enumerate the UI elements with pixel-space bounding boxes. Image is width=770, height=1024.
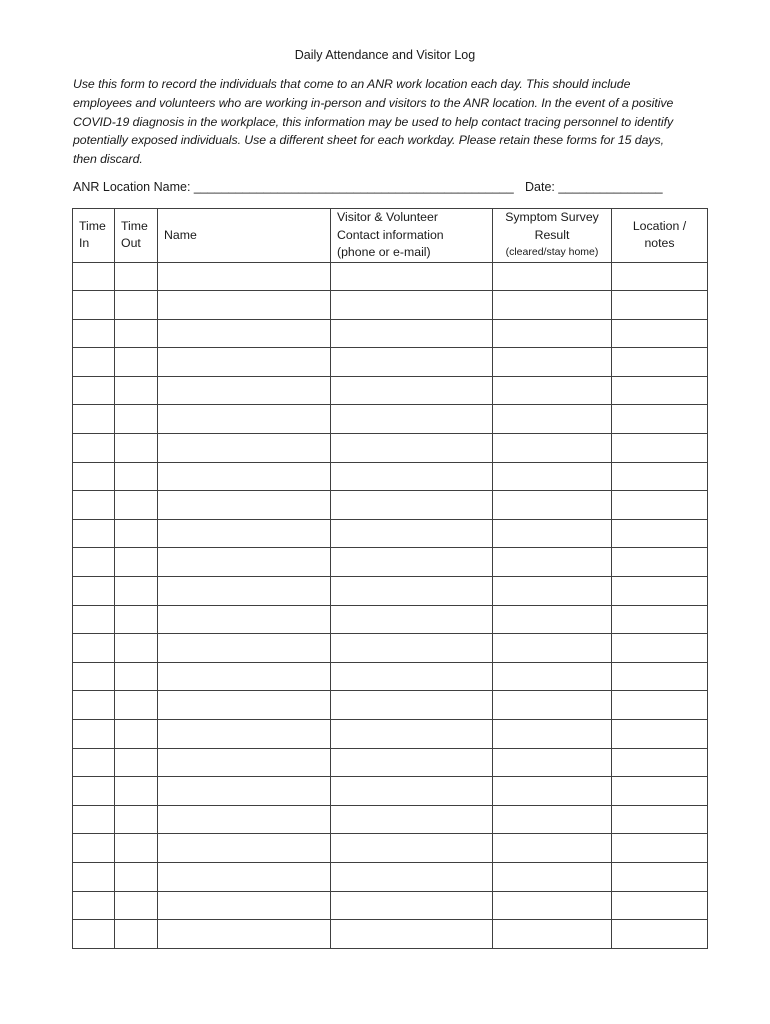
- cell-name[interactable]: [158, 319, 331, 348]
- cell-symptom-result[interactable]: [493, 605, 612, 634]
- cell-location-notes[interactable]: [612, 319, 708, 348]
- table-row: [73, 777, 708, 806]
- cell-location-notes[interactable]: [612, 634, 708, 663]
- table-row: [73, 434, 708, 463]
- cell-symptom-result[interactable]: [493, 777, 612, 806]
- cell-time-out[interactable]: [115, 862, 158, 891]
- table-row: [73, 577, 708, 606]
- cell-contact[interactable]: [331, 805, 493, 834]
- cell-symptom-result[interactable]: [493, 920, 612, 949]
- cell-time-out[interactable]: [115, 519, 158, 548]
- cell-location-notes[interactable]: [612, 491, 708, 520]
- cell-contact[interactable]: [331, 462, 493, 491]
- cell-location-notes[interactable]: [612, 405, 708, 434]
- cell-location-notes[interactable]: [612, 662, 708, 691]
- cell-location-notes[interactable]: [612, 548, 708, 577]
- table-row: [73, 891, 708, 920]
- header-location-notes: Location / notes: [612, 209, 708, 263]
- location-name-field[interactable]: ANR Location Name: ______________________________________________: [73, 180, 514, 194]
- cell-name[interactable]: [158, 491, 331, 520]
- cell-location-notes[interactable]: [612, 691, 708, 720]
- cell-symptom-result[interactable]: [493, 748, 612, 777]
- cell-symptom-result[interactable]: [493, 519, 612, 548]
- cell-time-in[interactable]: [73, 434, 115, 463]
- table-row: [73, 691, 708, 720]
- cell-contact[interactable]: [331, 691, 493, 720]
- cell-location-notes[interactable]: [612, 519, 708, 548]
- cell-location-notes[interactable]: [612, 291, 708, 320]
- cell-location-notes[interactable]: [612, 748, 708, 777]
- attendance-table-body: [73, 262, 708, 948]
- table-row: [73, 834, 708, 863]
- cell-time-out[interactable]: [115, 662, 158, 691]
- cell-contact[interactable]: [331, 634, 493, 663]
- cell-name[interactable]: [158, 577, 331, 606]
- cell-time-in[interactable]: [73, 662, 115, 691]
- cell-time-out[interactable]: [115, 891, 158, 920]
- cell-time-in[interactable]: [73, 605, 115, 634]
- cell-symptom-result[interactable]: [493, 462, 612, 491]
- cell-time-out[interactable]: [115, 319, 158, 348]
- cell-symptom-result[interactable]: [493, 891, 612, 920]
- cell-time-in[interactable]: [73, 634, 115, 663]
- table-row: [73, 376, 708, 405]
- instructions-line: Use this form to record the individuals that come to an ANR work location each day. This should include: [73, 77, 631, 91]
- cell-location-notes[interactable]: [612, 805, 708, 834]
- cell-time-in[interactable]: [73, 548, 115, 577]
- cell-time-in[interactable]: [73, 720, 115, 749]
- table-row: [73, 491, 708, 520]
- table-row: [73, 805, 708, 834]
- attendance-table: [72, 208, 708, 949]
- cell-location-notes[interactable]: [612, 262, 708, 291]
- cell-contact[interactable]: [331, 777, 493, 806]
- table-header-row: [73, 209, 708, 263]
- cell-symptom-result[interactable]: [493, 434, 612, 463]
- cell-contact[interactable]: [331, 720, 493, 749]
- table-row: [73, 291, 708, 320]
- cell-name[interactable]: [158, 376, 331, 405]
- cell-time-in[interactable]: [73, 748, 115, 777]
- instructions-line: COVID-19 diagnosis in the workplace, this information may be used to help contact tracing personnel to identify: [73, 114, 674, 129]
- cell-name[interactable]: [158, 291, 331, 320]
- table-row: [73, 662, 708, 691]
- cell-contact[interactable]: [331, 920, 493, 949]
- cell-symptom-result[interactable]: [493, 548, 612, 577]
- cell-time-out[interactable]: [115, 291, 158, 320]
- table-row: [73, 348, 708, 377]
- cell-contact[interactable]: [331, 748, 493, 777]
- instructions-line: employees and volunteers who are working in-person and visitors to the ANR location. In the event of a positive: [73, 95, 674, 110]
- header-contact-info: Visitor & Volunteer Contact information (phone or e-mail): [331, 209, 493, 263]
- cell-time-out[interactable]: [115, 491, 158, 520]
- cell-symptom-result[interactable]: [493, 405, 612, 434]
- cell-location-notes[interactable]: [612, 920, 708, 949]
- cell-time-in[interactable]: [73, 834, 115, 863]
- table-row: [73, 262, 708, 291]
- cell-contact[interactable]: [331, 434, 493, 463]
- cell-contact[interactable]: [331, 348, 493, 377]
- cell-name[interactable]: [158, 348, 331, 377]
- cell-time-out[interactable]: [115, 577, 158, 606]
- table-row: [73, 720, 708, 749]
- cell-location-notes[interactable]: [612, 777, 708, 806]
- cell-location-notes[interactable]: [612, 720, 708, 749]
- cell-name[interactable]: [158, 634, 331, 663]
- cell-time-out[interactable]: [115, 748, 158, 777]
- cell-location-notes[interactable]: [612, 834, 708, 863]
- table-row: [73, 405, 708, 434]
- cell-contact[interactable]: [331, 519, 493, 548]
- cell-symptom-result[interactable]: [493, 834, 612, 863]
- cell-time-out[interactable]: [115, 548, 158, 577]
- cell-time-in[interactable]: [73, 348, 115, 377]
- cell-symptom-result[interactable]: [493, 862, 612, 891]
- cell-name[interactable]: [158, 834, 331, 863]
- cell-name[interactable]: [158, 262, 331, 291]
- header-name: Name: [158, 209, 331, 263]
- table-row: [73, 862, 708, 891]
- cell-time-out[interactable]: [115, 691, 158, 720]
- cell-time-in[interactable]: [73, 691, 115, 720]
- cell-name[interactable]: [158, 805, 331, 834]
- table-row: [73, 605, 708, 634]
- cell-contact[interactable]: [331, 291, 493, 320]
- cell-time-out[interactable]: [115, 348, 158, 377]
- cell-time-out[interactable]: [115, 720, 158, 749]
- cell-symptom-result[interactable]: [493, 805, 612, 834]
- cell-time-in[interactable]: [73, 805, 115, 834]
- cell-location-notes[interactable]: [612, 862, 708, 891]
- cell-time-in[interactable]: [73, 462, 115, 491]
- cell-contact[interactable]: [331, 491, 493, 520]
- cell-time-out[interactable]: [115, 405, 158, 434]
- document-title: Daily Attendance and Visitor Log: [294, 48, 476, 62]
- cell-contact[interactable]: [331, 405, 493, 434]
- cell-time-out[interactable]: [115, 434, 158, 463]
- cell-time-out[interactable]: [115, 634, 158, 663]
- date-field[interactable]: Date: _______________: [525, 180, 663, 194]
- cell-location-notes[interactable]: [612, 891, 708, 920]
- cell-time-out[interactable]: [115, 920, 158, 949]
- cell-contact[interactable]: [331, 605, 493, 634]
- cell-time-out[interactable]: [115, 462, 158, 491]
- cell-location-notes[interactable]: [612, 605, 708, 634]
- cell-contact[interactable]: [331, 834, 493, 863]
- form-fields: [73, 180, 713, 194]
- cell-name[interactable]: [158, 662, 331, 691]
- cell-time-in[interactable]: [73, 777, 115, 806]
- cell-location-notes[interactable]: [612, 462, 708, 491]
- cell-name[interactable]: [158, 920, 331, 949]
- cell-time-in[interactable]: [73, 519, 115, 548]
- cell-time-in[interactable]: [73, 376, 115, 405]
- table-row: [73, 748, 708, 777]
- cell-time-in[interactable]: [73, 319, 115, 348]
- table-row: [73, 634, 708, 663]
- cell-name[interactable]: [158, 605, 331, 634]
- header-time-out: Time Out: [115, 209, 158, 263]
- header-symptom-survey: Symptom Survey Result (cleared/stay home): [493, 209, 612, 263]
- cell-time-in[interactable]: [73, 291, 115, 320]
- cell-time-in[interactable]: [73, 891, 115, 920]
- cell-contact[interactable]: [331, 662, 493, 691]
- cell-location-notes[interactable]: [612, 348, 708, 377]
- cell-symptom-result[interactable]: [493, 691, 612, 720]
- table-row: [73, 519, 708, 548]
- cell-contact[interactable]: [331, 548, 493, 577]
- cell-name[interactable]: [158, 519, 331, 548]
- header-time-in: Time In: [73, 209, 115, 263]
- table-row: [73, 920, 708, 949]
- cell-name[interactable]: [158, 862, 331, 891]
- cell-name[interactable]: [158, 405, 331, 434]
- cell-name[interactable]: [158, 891, 331, 920]
- instructions-paragraph: [73, 75, 713, 169]
- instructions-line: potentially exposed individuals. Use a different sheet for each workday. Please retain these forms for 15 days,: [73, 133, 664, 148]
- cell-time-out[interactable]: [115, 834, 158, 863]
- cell-name[interactable]: [158, 548, 331, 577]
- cell-name[interactable]: [158, 434, 331, 463]
- cell-symptom-result[interactable]: [493, 662, 612, 691]
- cell-time-out[interactable]: [115, 805, 158, 834]
- cell-name[interactable]: [158, 777, 331, 806]
- cell-contact[interactable]: [331, 862, 493, 891]
- cell-contact[interactable]: [331, 319, 493, 348]
- cell-symptom-result[interactable]: [493, 319, 612, 348]
- cell-name[interactable]: [158, 720, 331, 749]
- cell-time-in[interactable]: [73, 920, 115, 949]
- cell-location-notes[interactable]: [612, 376, 708, 405]
- cell-location-notes[interactable]: [612, 434, 708, 463]
- cell-symptom-result[interactable]: [493, 720, 612, 749]
- cell-time-out[interactable]: [115, 376, 158, 405]
- cell-contact[interactable]: [331, 891, 493, 920]
- table-row: [73, 462, 708, 491]
- cell-symptom-result[interactable]: [493, 577, 612, 606]
- cell-symptom-result[interactable]: [493, 491, 612, 520]
- symptom-survey-note: (cleared/stay home): [505, 246, 599, 258]
- cell-contact[interactable]: [331, 262, 493, 291]
- cell-name[interactable]: [158, 462, 331, 491]
- cell-time-in[interactable]: [73, 491, 115, 520]
- table-row: [73, 319, 708, 348]
- cell-time-out[interactable]: [115, 262, 158, 291]
- cell-time-in[interactable]: [73, 577, 115, 606]
- cell-time-in[interactable]: [73, 262, 115, 291]
- cell-time-in[interactable]: [73, 405, 115, 434]
- cell-symptom-result[interactable]: [493, 634, 612, 663]
- cell-name[interactable]: [158, 691, 331, 720]
- table-row: [73, 548, 708, 577]
- cell-symptom-result[interactable]: [493, 348, 612, 377]
- instructions-line: then discard.: [73, 152, 143, 167]
- cell-time-out[interactable]: [115, 777, 158, 806]
- cell-symptom-result[interactable]: [493, 262, 612, 291]
- cell-contact[interactable]: [331, 577, 493, 606]
- cell-symptom-result[interactable]: [493, 376, 612, 405]
- cell-contact[interactable]: [331, 376, 493, 405]
- cell-location-notes[interactable]: [612, 577, 708, 606]
- cell-time-out[interactable]: [115, 605, 158, 634]
- cell-name[interactable]: [158, 748, 331, 777]
- cell-symptom-result[interactable]: [493, 291, 612, 320]
- cell-time-in[interactable]: [73, 862, 115, 891]
